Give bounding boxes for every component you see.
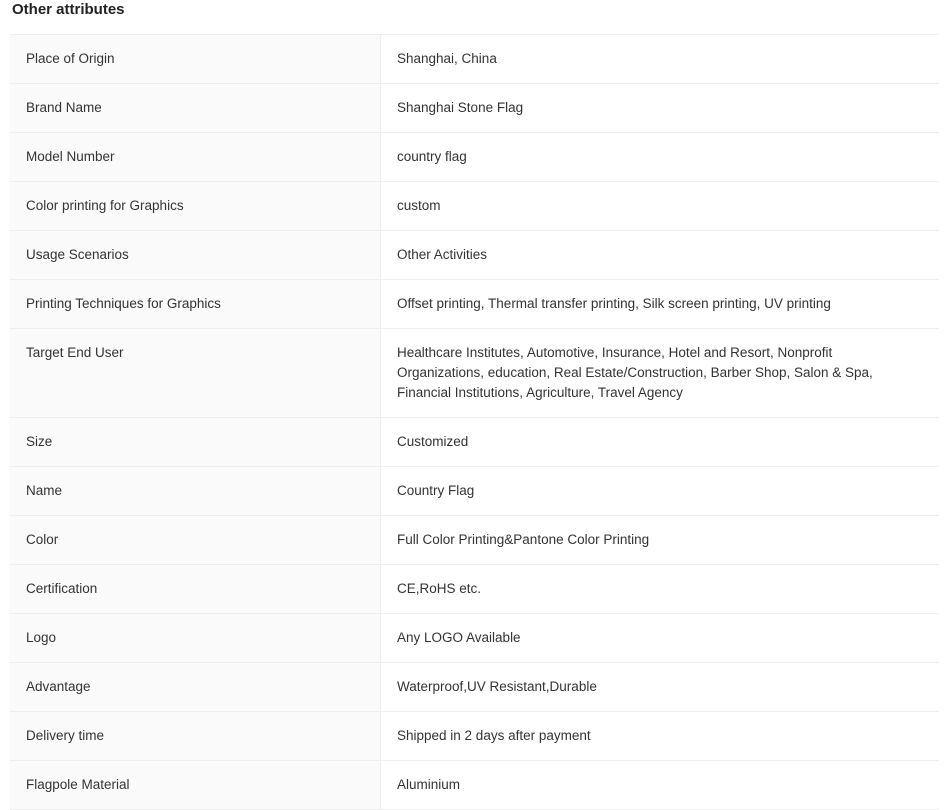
table-row bbox=[10, 663, 939, 712]
attribute-key: Size bbox=[10, 418, 381, 467]
attribute-value: Any LOGO Available bbox=[381, 614, 940, 663]
attribute-key: Certification bbox=[10, 565, 381, 614]
attribute-key: Brand Name bbox=[10, 84, 381, 133]
attribute-value: CE,RoHS etc. bbox=[381, 565, 940, 614]
table-row bbox=[10, 418, 939, 467]
attribute-key: Usage Scenarios bbox=[10, 231, 381, 280]
attribute-value: Shanghai Stone Flag bbox=[381, 84, 940, 133]
attributes-table-body bbox=[10, 35, 939, 810]
attribute-key: Name bbox=[10, 467, 381, 516]
attribute-key: Printing Techniques for Graphics bbox=[10, 280, 381, 329]
table-row bbox=[10, 231, 939, 280]
attribute-key: Place of Origin bbox=[10, 35, 381, 84]
page-title: Other attributes bbox=[12, 1, 125, 18]
table-row bbox=[10, 329, 939, 418]
attributes-table bbox=[10, 34, 939, 810]
attribute-value: Full Color Printing&Pantone Color Printing bbox=[381, 516, 940, 565]
attribute-key: Model Number bbox=[10, 133, 381, 182]
table-row bbox=[10, 565, 939, 614]
attribute-key: Advantage bbox=[10, 663, 381, 712]
attribute-value: Waterproof,UV Resistant,Durable bbox=[381, 663, 940, 712]
attribute-key: Color bbox=[10, 516, 381, 565]
attribute-key: Flagpole Material bbox=[10, 761, 381, 810]
attribute-value: country flag bbox=[381, 133, 940, 182]
attribute-value: Customized bbox=[381, 418, 940, 467]
table-row bbox=[10, 133, 939, 182]
attribute-value: Shanghai, China bbox=[381, 35, 940, 84]
table-row bbox=[10, 614, 939, 663]
attribute-value: Shipped in 2 days after payment bbox=[381, 712, 940, 761]
attribute-key: Target End User bbox=[10, 329, 381, 418]
attribute-value: Offset printing, Thermal transfer printing, Silk screen printing, UV printing bbox=[381, 280, 940, 329]
attribute-value: Country Flag bbox=[381, 467, 940, 516]
attribute-value: custom bbox=[381, 182, 940, 231]
attribute-key: Delivery time bbox=[10, 712, 381, 761]
table-row bbox=[10, 467, 939, 516]
table-row bbox=[10, 35, 939, 84]
attribute-key: Logo bbox=[10, 614, 381, 663]
table-row bbox=[10, 182, 939, 231]
table-row bbox=[10, 84, 939, 133]
table-row bbox=[10, 280, 939, 329]
attribute-value: Other Activities bbox=[381, 231, 940, 280]
table-row bbox=[10, 712, 939, 761]
table-row bbox=[10, 761, 939, 810]
table-row bbox=[10, 516, 939, 565]
attribute-key: Color printing for Graphics bbox=[10, 182, 381, 231]
attribute-value: Aluminium bbox=[381, 761, 940, 810]
attribute-value: Healthcare Institutes, Automotive, Insurance, Hotel and Resort, Nonprofit Organizations, education, Real Estate/Construction, Barber Shop, Salon & Spa, Financial Institutions, Agriculture, Travel Agency bbox=[381, 329, 940, 418]
